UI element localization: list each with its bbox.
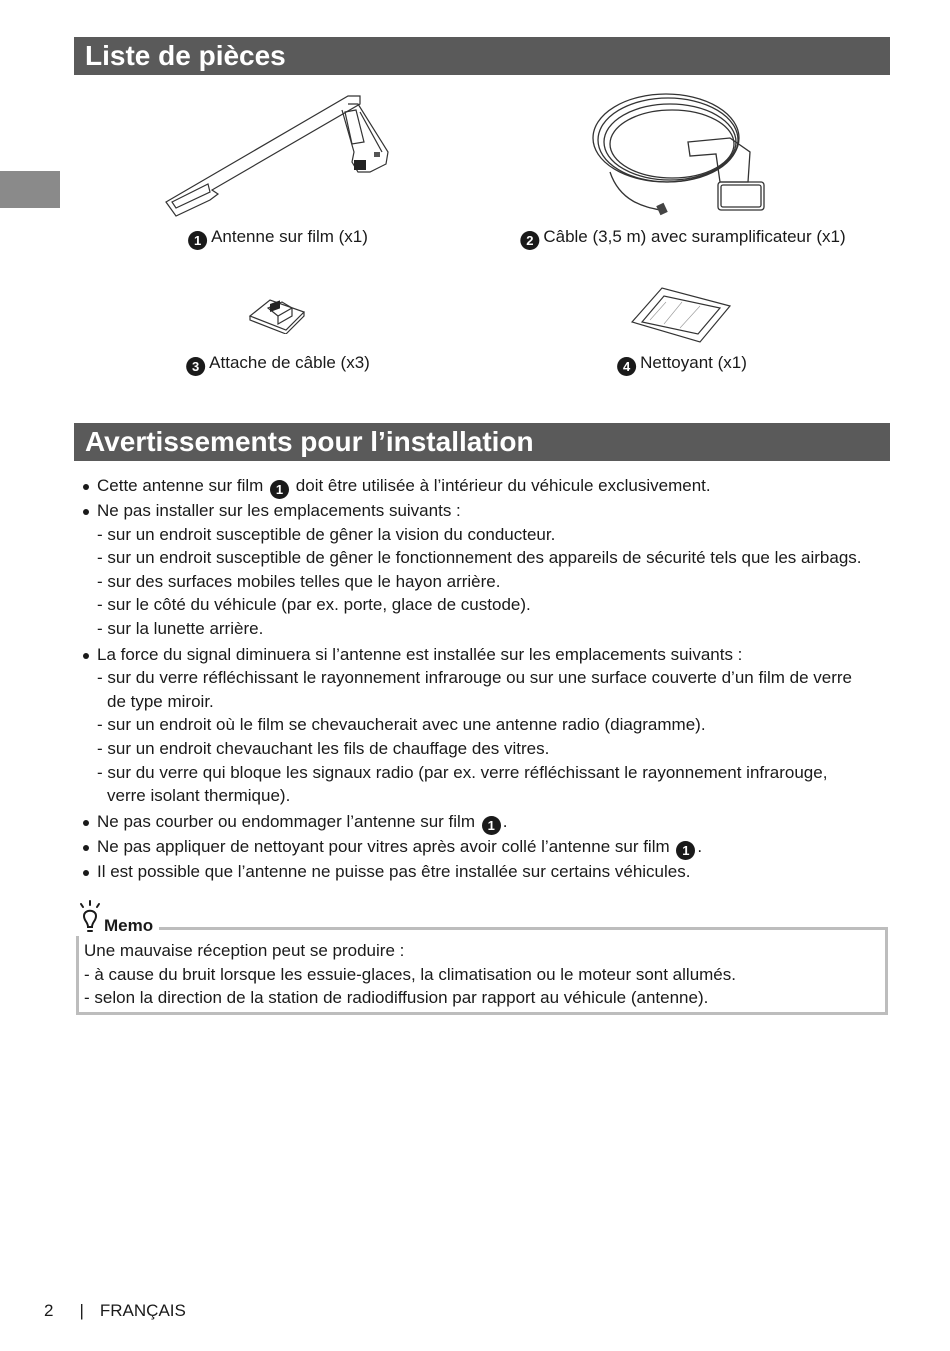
part-name: Câble (3,5 m) avec suramplificateur (x1) bbox=[543, 227, 846, 246]
page-number: 2 bbox=[44, 1301, 54, 1320]
memo-content bbox=[84, 939, 736, 1010]
warning-subitem: - sur un endroit où le film se chevaucherait avec une antenne radio (diagramme). bbox=[97, 715, 706, 735]
warning-item: Ne pas appliquer de nettoyant pour vitres après avoir collé l’antenne sur film 1 . bbox=[80, 835, 900, 860]
warning-item: Ne pas installer sur les emplacements suivants : bbox=[80, 499, 900, 523]
warning-item: Il est possible que l’antenne ne puisse pas être installée sur certains véhicules. bbox=[80, 860, 900, 884]
lightbulb-icon bbox=[76, 900, 104, 936]
side-tab-marker bbox=[0, 171, 60, 208]
memo-line: - selon la direction de la station de radiodiffusion par rapport au véhicule (antenne). bbox=[84, 988, 709, 1008]
warning-item: Cette antenne sur film 1 doit être utilisée à l’intérieur du véhicule exclusivement. bbox=[80, 474, 900, 499]
warning-subitem: - sur un endroit susceptible de gêner le fonctionnement des appareils de sécurité tels que les airbags. bbox=[97, 548, 862, 568]
warning-item: Ne pas courber ou endommager l’antenne sur film 1 . bbox=[80, 810, 900, 835]
warning-subitem: - sur le côté du véhicule (par ex. porte, glace de custode). bbox=[97, 595, 531, 615]
number-badge: 1 bbox=[676, 841, 695, 860]
memo-line: Une mauvaise réception peut se produire : bbox=[84, 941, 405, 960]
warning-subitem: - sur du verre réfléchissant le rayonnement infrarouge ou sur une surface couverte d’un film de verre bbox=[97, 668, 852, 688]
section-title-parts: Liste de pièces bbox=[74, 37, 890, 75]
warning-item: La force du signal diminuera si l’antenne est installée sur les emplacements suivants : bbox=[80, 643, 900, 667]
number-badge: 3 bbox=[186, 357, 205, 376]
part-label-cable-booster bbox=[520, 226, 845, 250]
number-badge: 1 bbox=[188, 231, 207, 250]
part-label-cleaner bbox=[617, 352, 747, 376]
memo-heading bbox=[76, 896, 159, 936]
number-badge: 1 bbox=[482, 816, 501, 835]
warning-subitem: - sur du verre qui bloque les signaux radio (par ex. verre réfléchissant le rayonnement infrarouge, bbox=[97, 762, 828, 782]
cable-clip-illustration bbox=[248, 294, 306, 334]
warning-subitem: - sur des surfaces mobiles telles que le hayon arrière. bbox=[97, 571, 501, 591]
film-antenna-illustration bbox=[160, 90, 395, 220]
number-badge: 4 bbox=[617, 357, 636, 376]
footer-separator: | bbox=[79, 1301, 84, 1320]
warning-subitem-continuation: verre isolant thermique). bbox=[107, 786, 291, 806]
part-name: Nettoyant (x1) bbox=[640, 353, 747, 372]
warning-subitem: - sur la lunette arrière. bbox=[97, 618, 264, 638]
part-label-film-antenna bbox=[188, 226, 368, 250]
page-footer bbox=[44, 1300, 186, 1322]
warning-subitem-continuation: de type miroir. bbox=[107, 691, 214, 711]
footer-language: FRANÇAIS bbox=[99, 1301, 186, 1320]
part-label-cable-clip bbox=[186, 352, 370, 376]
section-title-warnings: Avertissements pour l’installation bbox=[74, 423, 890, 461]
memo-line: - à cause du bruit lorsque les essuie-glaces, la climatisation ou le moteur sont allumés. bbox=[84, 964, 736, 984]
warning-subitem: - sur un endroit chevauchant les fils de chauffage des vitres. bbox=[97, 738, 550, 758]
memo-title: Memo bbox=[104, 916, 154, 935]
warnings-list bbox=[80, 474, 900, 883]
number-badge: 2 bbox=[520, 231, 539, 250]
cable-booster-illustration bbox=[590, 92, 775, 222]
number-badge: 1 bbox=[270, 480, 289, 499]
part-name: Antenne sur film (x1) bbox=[211, 227, 368, 246]
part-name: Attache de câble (x3) bbox=[209, 353, 370, 372]
warning-subitem: - sur un endroit susceptible de gêner la vision du conducteur. bbox=[97, 524, 556, 544]
cleaner-wipe-illustration bbox=[630, 286, 732, 344]
